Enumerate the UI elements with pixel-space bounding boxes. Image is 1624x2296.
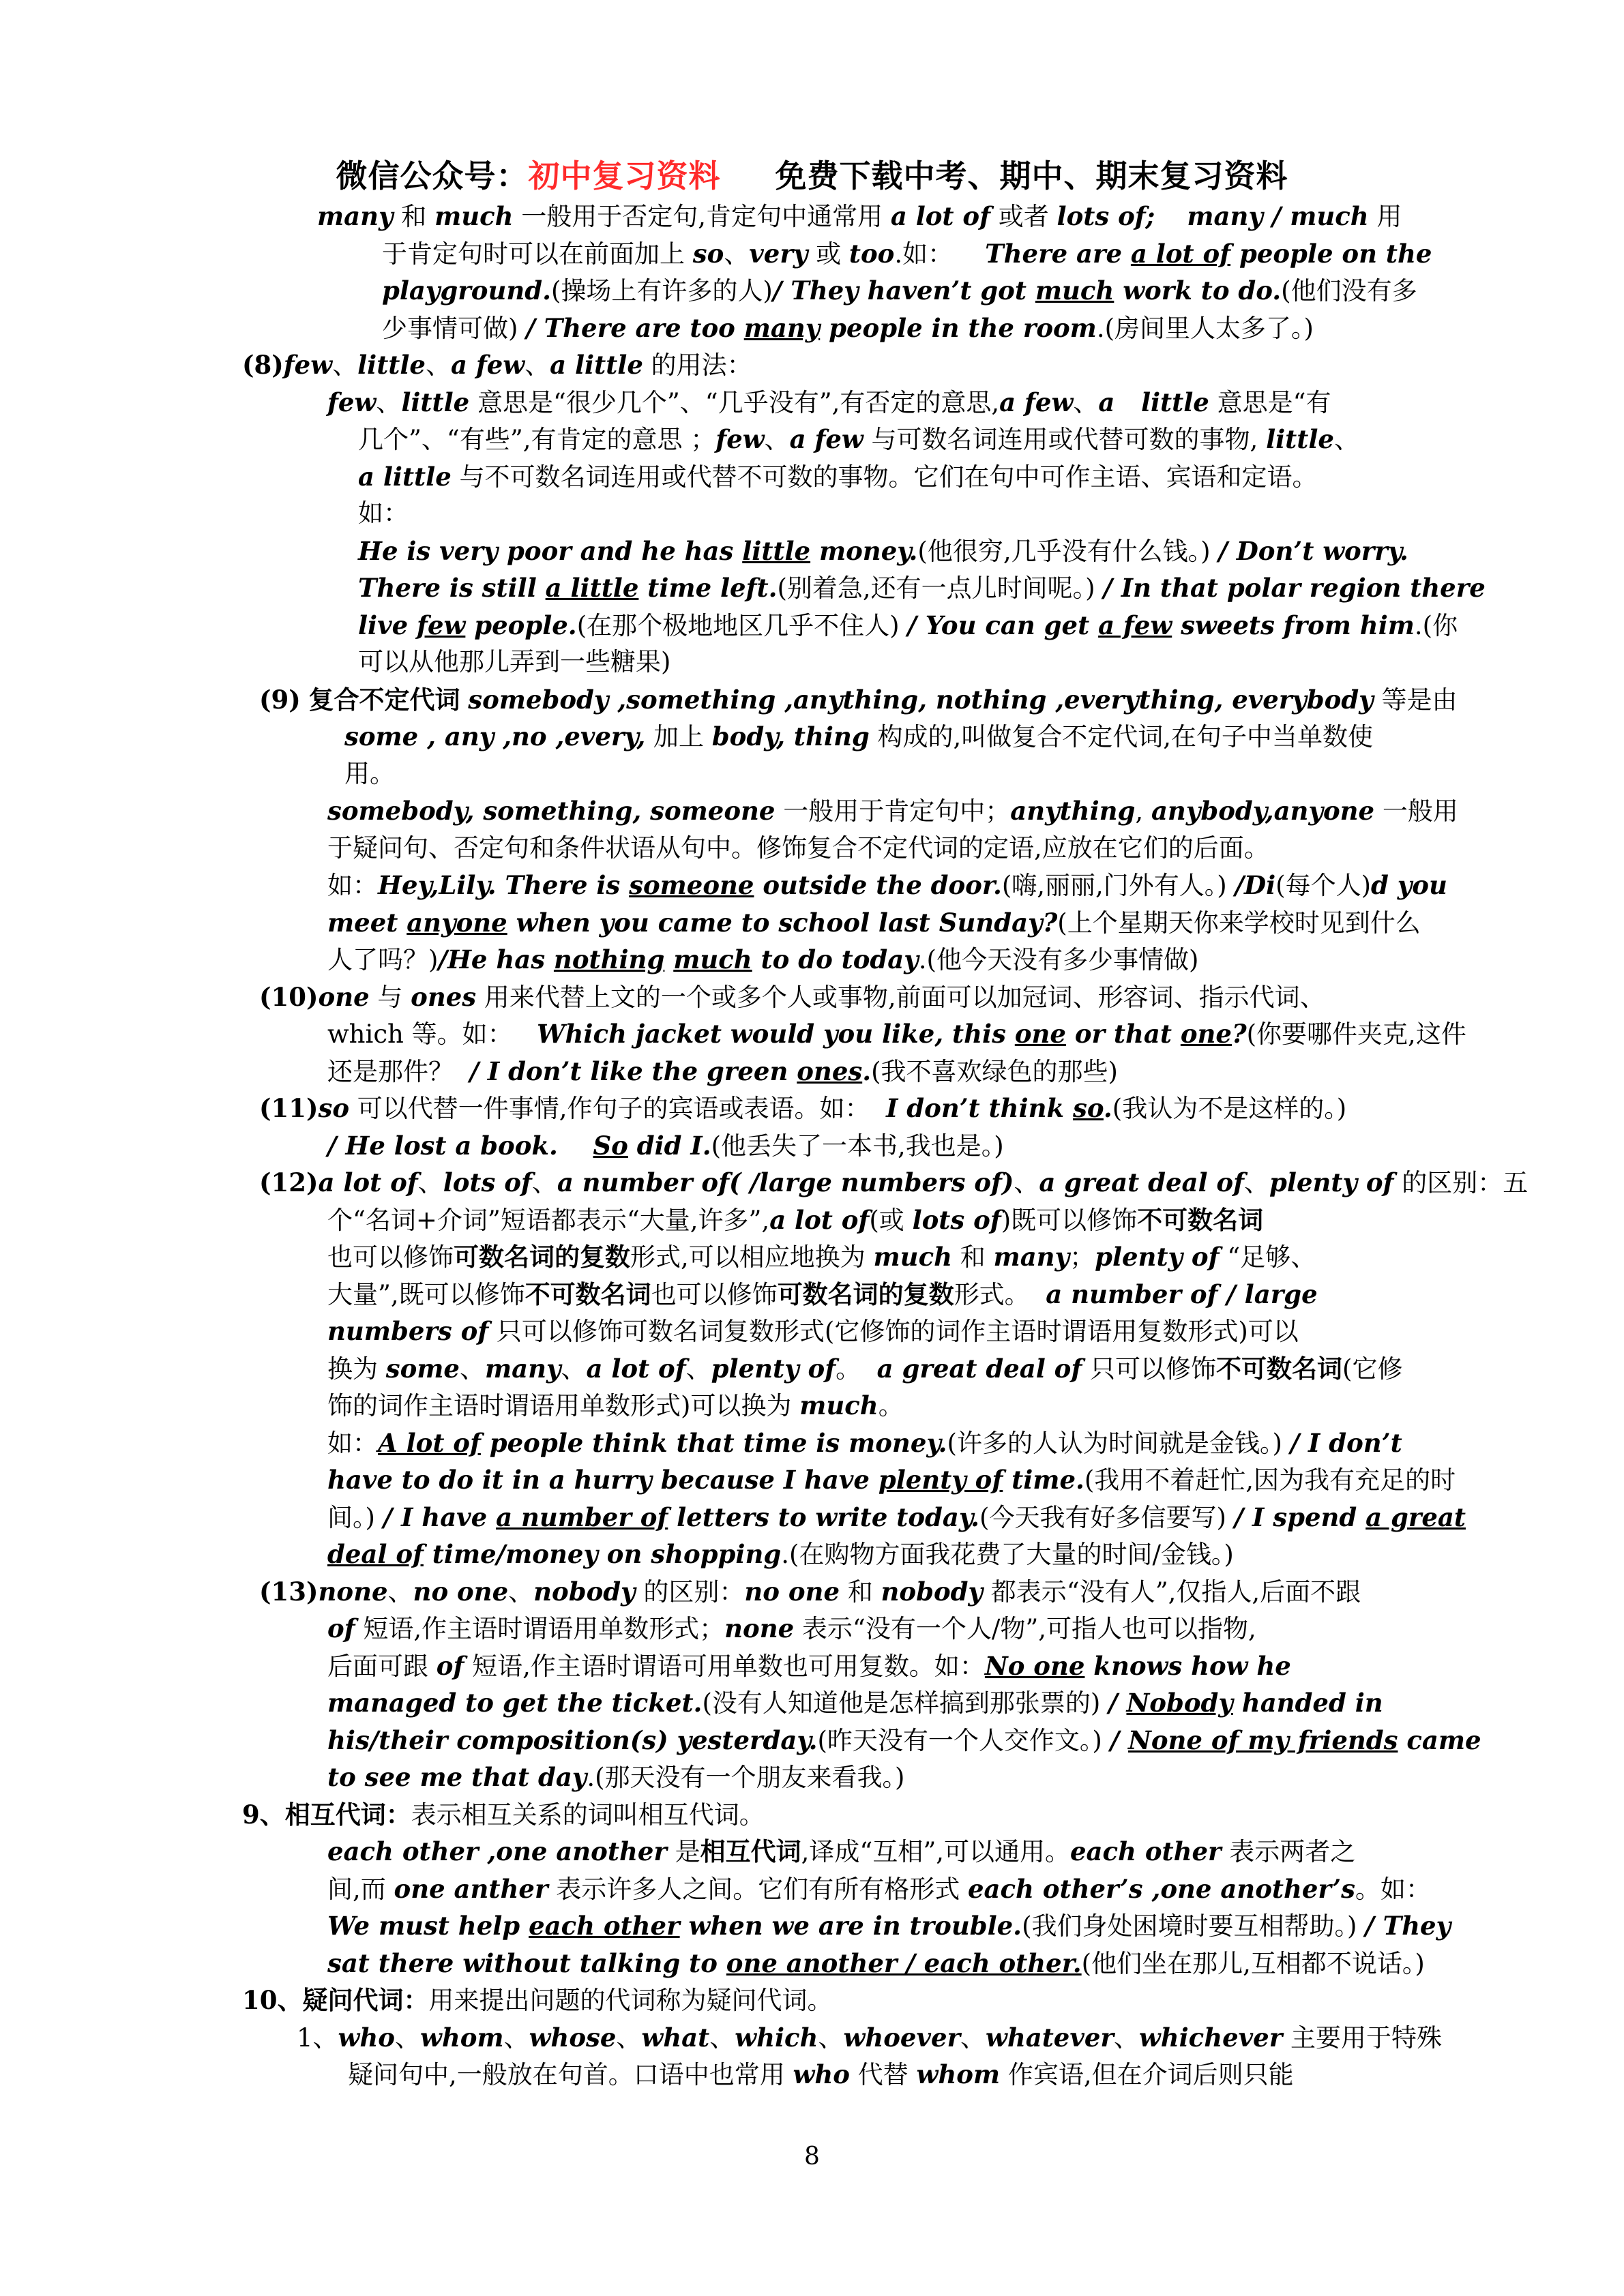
text-line: 换为 some、many、a lot of、plenty of。 a great deal of 只可以修饰不可数名词(它修	[327, 1353, 1403, 1384]
text-line: 10、疑问代词：用来提出问题的代词称为疑问代词。	[242, 1985, 833, 2015]
text-line: (9) 复合不定代词 somebody ,something ,anything, nothing ,everything, everybody 等是由	[259, 684, 1458, 715]
text-line: numbers of 只可以修饰可数名词复数形式(它修饰的词作主语时谓语用复数形式)可以	[327, 1316, 1299, 1346]
text-line: 如：Hey,Lily. There is someone outside the door.(嗨,丽丽,门外有人。) /Di(每个人)d you	[327, 870, 1447, 900]
text-line: few、little 意思是“很少几个”、“几乎没有”,有否定的意思,a few、a little 意思是“有	[327, 387, 1331, 417]
text-line: have to do it in a hurry because I have plenty of time.(我用不着赶忙,因为我有充足的时	[327, 1465, 1456, 1495]
text-line: He is very poor and he has little money.(他很穷,几乎没有什么钱。) / Don’t worry.	[358, 535, 1408, 566]
text-line: (8)few、little、a few、a little 的用法：	[242, 350, 752, 380]
text-line: (12)a lot of、lots of、a number of( /large numbers of)、a great deal of、plenty of 的区别：五	[259, 1167, 1529, 1197]
text-line: 饰的词作主语时谓语用单数形式)可以换为 much。	[327, 1390, 904, 1420]
text-line: meet anyone when you came to school last Sunday?(上个星期天你来学校时见到什么	[327, 907, 1421, 938]
text-line: 9、相互代词：表示相互关系的词叫相互代词。	[242, 1799, 765, 1830]
text-line: to see me that day.(那天没有一个朋友来看我。)	[327, 1762, 905, 1792]
text-line: each other ,one another 是相互代词,译成“互相”,可以通用。each other 表示两者之	[327, 1836, 1356, 1866]
text-line: 疑问句中,一般放在句首。口语中也常用 who 代替 whom 作宾语,但在介词后则只能	[348, 2059, 1294, 2089]
text-line: 1、who、whom、whose、what、which、whoever、whatever、whichever 主要用于特殊	[297, 2022, 1442, 2053]
page-number: 8	[804, 2143, 820, 2171]
text-line: some , any ,no ,every, 加上 body, thing 构成的,叫做复合不定代词,在句子中当单数使	[344, 721, 1374, 751]
text-line: playground.(操场上有许多的人)/ They haven’t got much work to do.(他们没有多	[382, 275, 1417, 305]
text-line: 如：	[358, 498, 409, 528]
text-line: live few people.(在那个极地地区几乎不住人) / You can get a few sweets from him.(你	[358, 610, 1458, 640]
text-line: (11)so 可以代替一件事情,作句子的宾语或表语。如： I don’t think so.(我认为不是这样的。)	[259, 1093, 1347, 1123]
text-line: 少事情可做) / There are too many people in the room.(房间里人太多了。)	[382, 312, 1314, 343]
text-line: 如：A lot of people think that time is money.(许多的人认为时间就是金钱。) / I don’t	[327, 1427, 1402, 1458]
text-line: We must help each other when we are in trouble.(我们身处困境时要互相帮助。) / They	[327, 1911, 1451, 1941]
text-line: a little 与不可数名词连用或代替不可数的事物。它们在句中可作主语、宾语和定语。	[358, 461, 1318, 492]
text-line: 个“名词+介词”短语都表示“大量,许多”,a lot of(或 lots of)既可以修饰不可数名词	[327, 1204, 1264, 1235]
header-prefix: 微信公众号：	[336, 158, 529, 194]
text-line: (13)none、no one、nobody 的区别：no one 和 nobody 都表示“没有人”,仅指人,后面不跟	[259, 1576, 1361, 1607]
text-line: / He lost a book. So did I.(他丢失了一本书,我也是。)	[327, 1130, 1004, 1161]
text-line: which 等。如： Which jacket would you like, this one or that one?(你要哪件夹克,这件	[327, 1019, 1466, 1049]
text-line: 间。) / I have a number of letters to write today.(今天我有好多信要写) / I spend a great	[327, 1502, 1466, 1532]
text-line: 几个”、“有些”,有肯定的意思 ；few、a few 与可数名词连用或代替可数的事物, little、	[358, 424, 1359, 454]
text-line: (10)one 与 ones 用来代替上文的一个或多个人或事物,前面可以加冠词、形容词、指示代词、	[259, 981, 1325, 1012]
text-line: 也可以修饰可数名词的复数形式,可以相应地换为 much 和 many；plenty of “足够、	[327, 1242, 1316, 1272]
header-account-name: 初中复习资料	[528, 158, 721, 194]
text-line: 可以从他那儿弄到一些糖果)	[358, 647, 671, 676]
page-header	[0, 151, 1624, 196]
text-line: 间,而 one anther 表示许多人之间。它们有所有格形式 each other’s ,one another’s。如：	[327, 1873, 1431, 1904]
text-line: 大量”,既可以修饰不可数名词也可以修饰可数名词的复数形式。 a number of / large	[327, 1279, 1318, 1309]
text-line: many 和 much 一般用于否定句,肯定句中通常用 a lot of 或者 lots of; many / much 用	[317, 201, 1402, 231]
text-line: somebody, something, someone 一般用于肯定句中；anything, anybody,anyone 一般用	[327, 796, 1458, 826]
text-line: 人了吗？)/He has nothing much to do today.(他今天没有多少事情做)	[327, 944, 1199, 974]
text-line: 于疑问句、否定句和条件状语从句中。修饰复合不定代词的定语,应放在它们的后面。	[327, 833, 1269, 863]
text-line: 于肯定句时可以在前面加上 so、very 或 too.如： There are a lot of people on the	[382, 238, 1432, 269]
grammar-text-body	[242, 198, 1529, 2093]
text-line: 用。	[344, 758, 395, 788]
header-slogan: 免费下载中考、期中、期末复习资料	[775, 158, 1288, 194]
text-line: his/their composition(s) yesterday.(昨天没有一个人交作文。) / None of my friends came	[327, 1725, 1481, 1755]
text-line: 还是那件？ / I don’t like the green ones.(我不喜欢绿色的那些)	[327, 1056, 1118, 1086]
text-line: deal of time/money on shopping.(在购物方面我花费了大量的时间/金钱。)	[327, 1539, 1234, 1569]
text-line: managed to get the ticket.(没有人知道他是怎样搞到那张票的) / Nobody handed in	[327, 1688, 1383, 1718]
text-line: 后面可跟 of 短语,作主语时谓语可用单数也可用复数。如：No one knows how he	[327, 1650, 1291, 1681]
text-line: of 短语,作主语时谓语用单数形式；none 表示“没有一个人/物”,可指人也可以指物,	[327, 1613, 1256, 1643]
text-line: sat there without talking to one another / each other.(他们坐在那儿,互相都不说话。)	[327, 1948, 1425, 1978]
text-line: There is still a little time left.(别着急,还有一点儿时间呢。) / In that polar region there	[358, 573, 1486, 603]
